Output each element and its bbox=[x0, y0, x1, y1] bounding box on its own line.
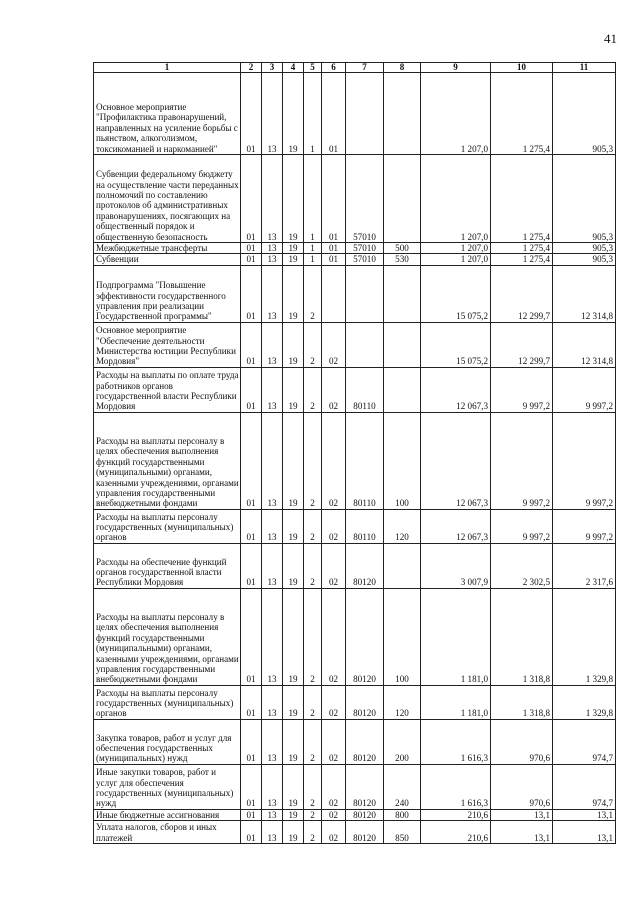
table-cell: 13 bbox=[262, 367, 283, 412]
table-cell: 19 bbox=[283, 155, 304, 243]
table-cell: 19 bbox=[283, 685, 304, 719]
table-cell: 13 bbox=[262, 543, 283, 588]
table-cell: 01 bbox=[241, 764, 262, 809]
table-cell: 12 067,3 bbox=[421, 412, 491, 509]
table-cell bbox=[384, 543, 421, 588]
budget-table bbox=[93, 62, 616, 844]
table-cell: 13 bbox=[262, 588, 283, 685]
table-cell: 1 207,0 bbox=[421, 254, 491, 265]
table-cell: 01 bbox=[241, 509, 262, 543]
table-cell: 1 bbox=[304, 73, 322, 155]
row-name-cell: Расходы на выплаты персоналу государственных (муниципальных) органов bbox=[94, 685, 241, 719]
row-name-cell: Закупка товаров, работ и услуг для обеспечения государственных (муниципальных) нужд bbox=[94, 719, 241, 764]
row-name-cell: Субвенции федеральному бюджету на осуществление части переданных полномочий по составлению протоколов об административных правонарушениях, посягающих на общественный порядок и общественную безопасность bbox=[94, 155, 241, 243]
table-body bbox=[94, 73, 616, 844]
table-cell: 13,1 bbox=[553, 821, 616, 844]
table-cell: 9 997,2 bbox=[553, 509, 616, 543]
table-cell: 80120 bbox=[346, 764, 384, 809]
table-cell: 13,1 bbox=[491, 809, 553, 820]
table-cell: 13 bbox=[262, 821, 283, 844]
column-header: 8 bbox=[384, 63, 421, 73]
table-cell bbox=[384, 73, 421, 155]
table-cell: 240 bbox=[384, 764, 421, 809]
table-cell: 1 275,4 bbox=[491, 243, 553, 254]
table-cell: 15 075,2 bbox=[421, 322, 491, 367]
row-name-cell: Основное мероприятие "Профилактика правонарушений, направленных на усиление борьбы с пьянством, алкоголизмом, токсикоманией и наркоманией" bbox=[94, 73, 241, 155]
table-cell: 9 997,2 bbox=[491, 509, 553, 543]
column-header: 4 bbox=[283, 63, 304, 73]
table-cell: 1 bbox=[304, 155, 322, 243]
table-cell: 01 bbox=[241, 821, 262, 844]
table-cell: 80120 bbox=[346, 543, 384, 588]
table-cell: 120 bbox=[384, 685, 421, 719]
table-cell: 01 bbox=[241, 265, 262, 322]
table-cell: 02 bbox=[322, 821, 346, 844]
table-row bbox=[94, 764, 616, 809]
table-cell: 01 bbox=[241, 322, 262, 367]
table-row bbox=[94, 367, 616, 412]
table-cell: 2 bbox=[304, 588, 322, 685]
table-cell: 13 bbox=[262, 254, 283, 265]
table-cell: 2 bbox=[304, 809, 322, 820]
table-cell: 15 075,2 bbox=[421, 265, 491, 322]
table-cell: 974,7 bbox=[553, 719, 616, 764]
table-cell: 01 bbox=[241, 685, 262, 719]
table-cell: 19 bbox=[283, 73, 304, 155]
table-cell: 1 bbox=[304, 243, 322, 254]
row-name-cell: Расходы на выплаты персоналу государственных (муниципальных) органов bbox=[94, 509, 241, 543]
column-header: 11 bbox=[553, 63, 616, 73]
table-row bbox=[94, 685, 616, 719]
table-cell: 210,6 bbox=[421, 809, 491, 820]
table-cell: 19 bbox=[283, 764, 304, 809]
table-cell: 19 bbox=[283, 719, 304, 764]
table-cell: 12 067,3 bbox=[421, 367, 491, 412]
table-cell: 01 bbox=[241, 809, 262, 820]
column-header: 1 bbox=[94, 63, 241, 73]
column-header: 5 bbox=[304, 63, 322, 73]
table-cell: 80120 bbox=[346, 809, 384, 820]
table-cell: 1 275,4 bbox=[491, 155, 553, 243]
table-cell: 9 997,2 bbox=[553, 412, 616, 509]
table-row bbox=[94, 254, 616, 265]
column-header: 6 bbox=[322, 63, 346, 73]
table-cell: 12 314,8 bbox=[553, 265, 616, 322]
column-header: 7 bbox=[346, 63, 384, 73]
table-cell: 80120 bbox=[346, 588, 384, 685]
table-cell: 1 318,8 bbox=[491, 588, 553, 685]
table-cell: 80110 bbox=[346, 412, 384, 509]
row-name-cell: Расходы на выплаты персоналу в целях обеспечения выполнения функций государственными (муниципальными) органами, казенными учреждениями, органами управления государственными внебюджетными фондами bbox=[94, 588, 241, 685]
table-cell bbox=[384, 322, 421, 367]
table-row bbox=[94, 322, 616, 367]
table-cell: 3 007,9 bbox=[421, 543, 491, 588]
table-cell: 100 bbox=[384, 412, 421, 509]
table-cell: 100 bbox=[384, 588, 421, 685]
table-cell: 01 bbox=[241, 367, 262, 412]
row-name-cell: Межбюджетные трансферты bbox=[94, 243, 241, 254]
table-cell bbox=[346, 322, 384, 367]
table-cell: 19 bbox=[283, 254, 304, 265]
table-cell: 01 bbox=[241, 73, 262, 155]
table-cell: 02 bbox=[322, 322, 346, 367]
table-cell: 1 207,0 bbox=[421, 73, 491, 155]
table-cell: 02 bbox=[322, 685, 346, 719]
table-cell: 13,1 bbox=[553, 809, 616, 820]
table-cell: 200 bbox=[384, 719, 421, 764]
table-cell: 13 bbox=[262, 685, 283, 719]
table-cell: 1 181,0 bbox=[421, 588, 491, 685]
table-cell: 80120 bbox=[346, 821, 384, 844]
table-row bbox=[94, 543, 616, 588]
row-name-cell: Иные закупки товаров, работ и услуг для обеспечения государственных (муниципальных) нужд bbox=[94, 764, 241, 809]
table-cell: 01 bbox=[241, 243, 262, 254]
table-cell: 1 207,0 bbox=[421, 155, 491, 243]
table-cell: 120 bbox=[384, 509, 421, 543]
table-cell: 2 bbox=[304, 543, 322, 588]
table-cell: 57010 bbox=[346, 155, 384, 243]
table-row bbox=[94, 821, 616, 844]
table-cell: 01 bbox=[241, 412, 262, 509]
table-cell: 13 bbox=[262, 509, 283, 543]
table-cell: 1 275,4 bbox=[491, 254, 553, 265]
table-cell: 2 bbox=[304, 412, 322, 509]
table-row bbox=[94, 265, 616, 322]
table-cell: 01 bbox=[241, 254, 262, 265]
column-header: 2 bbox=[241, 63, 262, 73]
table-cell: 970,6 bbox=[491, 764, 553, 809]
row-name-cell: Основное мероприятие "Обеспечение деятельности Министерства юстиции Республики Мордовия" bbox=[94, 322, 241, 367]
table-cell: 13 bbox=[262, 155, 283, 243]
table-cell: 19 bbox=[283, 243, 304, 254]
column-header: 3 bbox=[262, 63, 283, 73]
table-cell: 1 207,0 bbox=[421, 243, 491, 254]
table-cell: 80110 bbox=[346, 509, 384, 543]
table-cell: 01 bbox=[241, 719, 262, 764]
table-cell: 02 bbox=[322, 367, 346, 412]
table-cell: 13 bbox=[262, 764, 283, 809]
table-cell: 12 314,8 bbox=[553, 322, 616, 367]
table-cell: 13 bbox=[262, 809, 283, 820]
table-cell: 02 bbox=[322, 764, 346, 809]
row-name-cell: Иные бюджетные ассигнования bbox=[94, 809, 241, 820]
table-cell: 57010 bbox=[346, 254, 384, 265]
table-cell: 01 bbox=[322, 155, 346, 243]
table-cell: 19 bbox=[283, 412, 304, 509]
table-cell: 19 bbox=[283, 543, 304, 588]
table-cell: 01 bbox=[241, 588, 262, 685]
table-cell: 2 302,5 bbox=[491, 543, 553, 588]
table-cell: 19 bbox=[283, 821, 304, 844]
table-cell: 13 bbox=[262, 243, 283, 254]
table-cell bbox=[384, 367, 421, 412]
column-header: 10 bbox=[491, 63, 553, 73]
table-cell: 19 bbox=[283, 322, 304, 367]
row-name-cell: Уплата налогов, сборов и иных платежей bbox=[94, 821, 241, 844]
table-cell: 12 299,7 bbox=[491, 322, 553, 367]
table-cell: 1 329,8 bbox=[553, 588, 616, 685]
row-name-cell: Расходы на выплаты по оплате труда работников органов государственной власти Республики Мордовия bbox=[94, 367, 241, 412]
table-cell: 19 bbox=[283, 367, 304, 412]
table-cell: 9 997,2 bbox=[491, 367, 553, 412]
table-cell: 500 bbox=[384, 243, 421, 254]
table-cell: 02 bbox=[322, 543, 346, 588]
table-cell: 19 bbox=[283, 588, 304, 685]
table-cell: 905,3 bbox=[553, 155, 616, 243]
table-cell: 2 317,6 bbox=[553, 543, 616, 588]
table-cell: 13 bbox=[262, 265, 283, 322]
table-cell: 2 bbox=[304, 509, 322, 543]
table-cell: 530 bbox=[384, 254, 421, 265]
table-cell: 80120 bbox=[346, 719, 384, 764]
table-cell: 80120 bbox=[346, 685, 384, 719]
table-row bbox=[94, 243, 616, 254]
table-cell: 2 bbox=[304, 265, 322, 322]
row-name-cell: Расходы на выплаты персоналу в целях обеспечения выполнения функций государственными (муниципальными) органами, казенными учреждениями, органами управления государственными внебюджетными фондами bbox=[94, 412, 241, 509]
column-header: 9 bbox=[421, 63, 491, 73]
table-cell: 1 bbox=[304, 254, 322, 265]
table-cell: 2 bbox=[304, 367, 322, 412]
table-cell: 1 181,0 bbox=[421, 685, 491, 719]
table-cell: 905,3 bbox=[553, 73, 616, 155]
table-cell: 02 bbox=[322, 412, 346, 509]
table-cell bbox=[384, 155, 421, 243]
table-cell: 9 997,2 bbox=[491, 412, 553, 509]
table-row bbox=[94, 719, 616, 764]
table-cell: 970,6 bbox=[491, 719, 553, 764]
table-cell: 13 bbox=[262, 322, 283, 367]
table-cell: 2 bbox=[304, 821, 322, 844]
table-cell: 12 299,7 bbox=[491, 265, 553, 322]
table-cell: 1 275,4 bbox=[491, 73, 553, 155]
table-cell bbox=[322, 265, 346, 322]
table-cell: 01 bbox=[322, 73, 346, 155]
row-name-cell: Расходы на обеспечение функций органов государственной власти Республики Мордовия bbox=[94, 543, 241, 588]
table-cell: 80110 bbox=[346, 367, 384, 412]
table-cell: 210,6 bbox=[421, 821, 491, 844]
table-cell: 19 bbox=[283, 809, 304, 820]
header-row bbox=[94, 63, 616, 73]
row-name-cell: Подпрограмма "Повышение эффективности государственного управления при реализации Государственной программы" bbox=[94, 265, 241, 322]
table-cell: 19 bbox=[283, 509, 304, 543]
table-row bbox=[94, 588, 616, 685]
table-cell: 01 bbox=[241, 155, 262, 243]
table-cell: 2 bbox=[304, 322, 322, 367]
table-cell: 01 bbox=[322, 254, 346, 265]
table-cell: 2 bbox=[304, 719, 322, 764]
table-cell: 13 bbox=[262, 719, 283, 764]
table-cell: 12 067,3 bbox=[421, 509, 491, 543]
table-cell: 13 bbox=[262, 412, 283, 509]
table-cell bbox=[384, 265, 421, 322]
table-cell: 01 bbox=[322, 243, 346, 254]
table-cell: 905,3 bbox=[553, 243, 616, 254]
table-cell: 905,3 bbox=[553, 254, 616, 265]
table-cell: 02 bbox=[322, 719, 346, 764]
table-cell: 1 318,8 bbox=[491, 685, 553, 719]
table-cell: 19 bbox=[283, 265, 304, 322]
table-cell: 02 bbox=[322, 588, 346, 685]
row-name-cell: Субвенции bbox=[94, 254, 241, 265]
table-row bbox=[94, 73, 616, 155]
table-cell bbox=[346, 265, 384, 322]
table-cell: 9 997,2 bbox=[553, 367, 616, 412]
table-cell: 2 bbox=[304, 764, 322, 809]
table-cell: 1 616,3 bbox=[421, 719, 491, 764]
table-cell bbox=[346, 73, 384, 155]
table-row bbox=[94, 809, 616, 820]
table-cell: 800 bbox=[384, 809, 421, 820]
table-cell: 01 bbox=[241, 543, 262, 588]
table-cell: 13 bbox=[262, 73, 283, 155]
table-row bbox=[94, 155, 616, 243]
table-cell: 02 bbox=[322, 809, 346, 820]
page-number: 41 bbox=[604, 31, 617, 46]
table-row bbox=[94, 509, 616, 543]
table-row bbox=[94, 412, 616, 509]
table-cell: 1 616,3 bbox=[421, 764, 491, 809]
table-cell: 57010 bbox=[346, 243, 384, 254]
table-cell: 2 bbox=[304, 685, 322, 719]
table-cell: 850 bbox=[384, 821, 421, 844]
table-cell: 1 329,8 bbox=[553, 685, 616, 719]
table-cell: 13,1 bbox=[491, 821, 553, 844]
table-cell: 02 bbox=[322, 509, 346, 543]
table-cell: 974,7 bbox=[553, 764, 616, 809]
